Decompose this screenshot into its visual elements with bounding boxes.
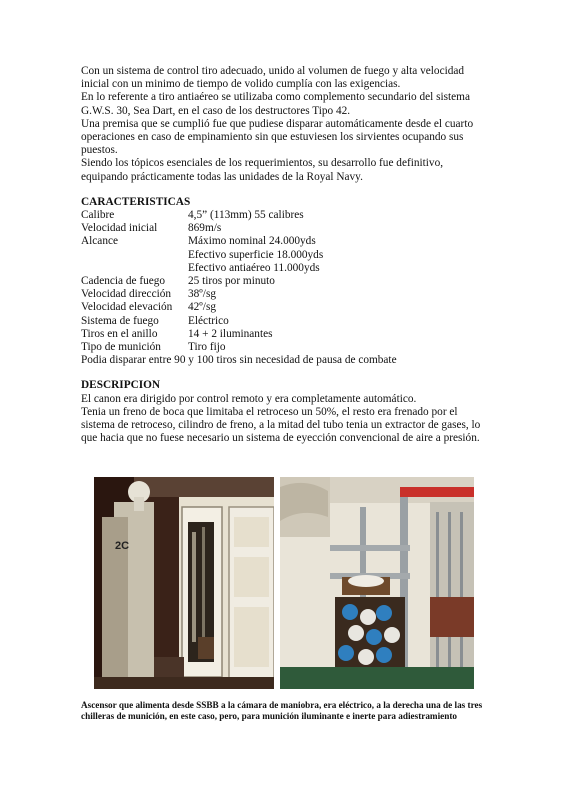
rack-photo-drawing	[280, 477, 474, 689]
spec-key: Velocidad dirección	[81, 288, 172, 301]
spec-row	[81, 249, 491, 262]
spec-row	[81, 235, 491, 248]
spec-row	[81, 222, 491, 235]
spec-key: Tiros en el anillo	[81, 327, 158, 340]
spec-row	[81, 288, 491, 301]
spec-key: Velocidad elevación	[81, 301, 173, 314]
heading-descripcion: DESCRIPCION	[81, 379, 161, 392]
spec-value: 42º/sg	[188, 301, 216, 314]
spec-key: Sistema de fuego	[81, 314, 159, 327]
spec-value: 869m/s	[188, 222, 222, 235]
heading-caracteristicas: CARACTERISTICAS	[81, 195, 191, 208]
spec-row	[81, 275, 491, 288]
spec-value: Tiro fijo	[188, 341, 226, 354]
spec-row	[81, 341, 491, 354]
paragraph-intro-2: En lo referente a tiro antiaéreo se utilizaba como complemento secundario del sistema G.W.S. 30, Sea Dart, en el caso de los destructores Tipo 42.	[81, 91, 470, 117]
spec-value: 38º/sg	[188, 288, 216, 301]
photo-ammunition-rack	[280, 477, 474, 689]
paragraph-intro-1: Con un sistema de control tiro adecuado, unido al volumen de fuego y alta velocidad inicial con un minimo de tiempo de volido cumplía con las exigencias.	[81, 65, 465, 91]
paragraph-intro-4: Siendo los tópicos esenciales de los requerimientos, su desarrollo fue definitivo, equipando prácticamente todas las unidades de la Royal Navy.	[81, 157, 444, 183]
spec-value: 25 tiros por minuto	[188, 275, 275, 288]
spec-value: Eléctrico	[188, 314, 229, 327]
spec-row	[81, 315, 491, 328]
paragraph-intro-3: Una premisa que se cumplió fue que pudiese disparar automáticamente desde el cuarto operaciones en caso de empinamiento sin que estuviesen los sirvientes ocupando sus puestos.	[81, 117, 474, 157]
paragraph-descripcion-2: Tenia un freno de boca que limitaba el retroceso un 50%, el resto era frenado por el sistema de retroceso, cilindro de freno, a la mitad del tubo tenia un extractor de gases, lo que hacia que no fuese necesario un sistema de eyección convencional de aire a presión.	[81, 405, 481, 445]
spec-value: 14 + 2 iluminantes	[188, 327, 273, 340]
spec-note: Podia disparar entre 90 y 100 tiros sin necesidad de pausa de combate	[81, 354, 397, 367]
spec-key: Velocidad inicial	[81, 222, 158, 235]
spec-row	[81, 328, 491, 341]
spec-key	[81, 249, 188, 262]
spec-key: Calibre	[81, 209, 115, 222]
spec-key	[81, 262, 188, 275]
spec-key: Tipo de munición	[81, 341, 161, 354]
spec-key: Alcance	[81, 235, 119, 248]
photo-ammunition-hoist	[94, 477, 274, 689]
spec-value: 4,5” (113mm) 55 calibres	[188, 209, 304, 222]
photo-label-text: 2C	[115, 540, 130, 552]
hoist-photo-drawing	[94, 477, 274, 689]
spec-row	[81, 209, 491, 222]
body-text	[81, 65, 491, 445]
spec-row	[81, 262, 491, 275]
spec-row	[81, 301, 491, 314]
spec-value: Máximo nominal 24.000yds	[188, 235, 316, 248]
spec-table	[81, 209, 491, 354]
spec-key: Cadencia de fuego	[81, 275, 166, 288]
spec-value: Efectivo antiaéreo 11.000yds	[188, 261, 320, 274]
spec-value: Efectivo superficie 18.000yds	[188, 248, 324, 261]
paragraph-descripcion-1: El canon era dirigido por control remoto y era completamente automático.	[81, 392, 417, 405]
photo-row	[94, 477, 474, 689]
photo-caption: Ascensor que alimenta desde SSBB a la cámara de maniobra, era eléctrico, a la derecha una de las tres chilleras de munición, en este caso, pero, para munición iluminante e inerte para adiestramiento	[81, 700, 483, 722]
